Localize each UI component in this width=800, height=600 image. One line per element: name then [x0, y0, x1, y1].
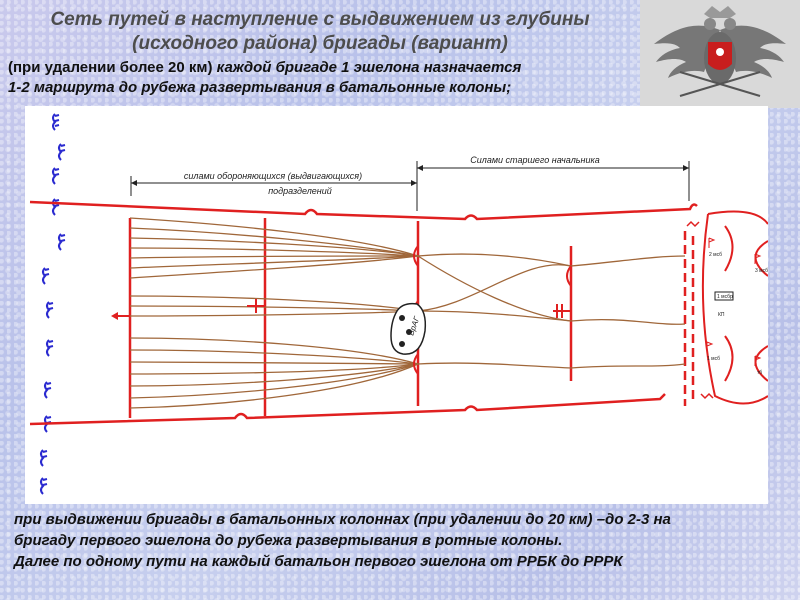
subtitle-rest: каждой бригаде 1 эшелона назначается — [216, 59, 522, 76]
subtitle-paren: (при удалении более 20 км) — [8, 59, 213, 76]
subtitle — [8, 58, 638, 98]
unit-label-3: 1 мсбр — [717, 294, 733, 300]
arrow-left-icon — [111, 312, 130, 320]
footer-line-3: Далее по одному пути на каждый батальон первого эшелона от РРБК до РРРК — [14, 553, 623, 570]
label-defending-2: подразделений — [268, 186, 332, 196]
label-senior: Силами старшего начальника — [470, 155, 600, 165]
unit-label-6: тб — [757, 370, 763, 376]
unit-label-2: 3 мсб — [755, 268, 768, 274]
bral-artillery-group-icon — [391, 304, 425, 355]
subtitle-line-1 — [8, 58, 638, 78]
footer-line-1: при выдвижении бригады в батальонных колоннах (при удалении до 20 км) –до 2-3 на — [14, 511, 671, 528]
road-network-diagram — [25, 106, 768, 504]
footer-notes — [14, 509, 794, 572]
label-defending: силами обороняющихся (выдвигающихся) — [183, 171, 363, 181]
eagle-emblem-icon — [640, 0, 800, 108]
title-line-1: Сеть путей в наступление с выдвижением из глубины — [50, 9, 590, 30]
unit-flags — [707, 238, 768, 376]
subtitle-line-2: 1-2 маршрута до рубежа развертывания в батальонные колоны; — [8, 79, 512, 96]
label-bral: БрАГ — [406, 315, 422, 337]
front-line-symbols — [41, 114, 65, 494]
right-front-symbols — [687, 222, 713, 398]
unit-label-5: 1 мсб — [707, 356, 720, 362]
footer-line-2: бригаду первого эшелона до рубежа развертывания в ротные колоны. — [14, 532, 563, 549]
page-title — [40, 8, 600, 56]
unit-label-4: КП — [718, 312, 725, 318]
unit-label-1: 2 мсб — [709, 252, 722, 258]
title-line-2: (исходного района) бригады (вариант) — [132, 33, 508, 54]
